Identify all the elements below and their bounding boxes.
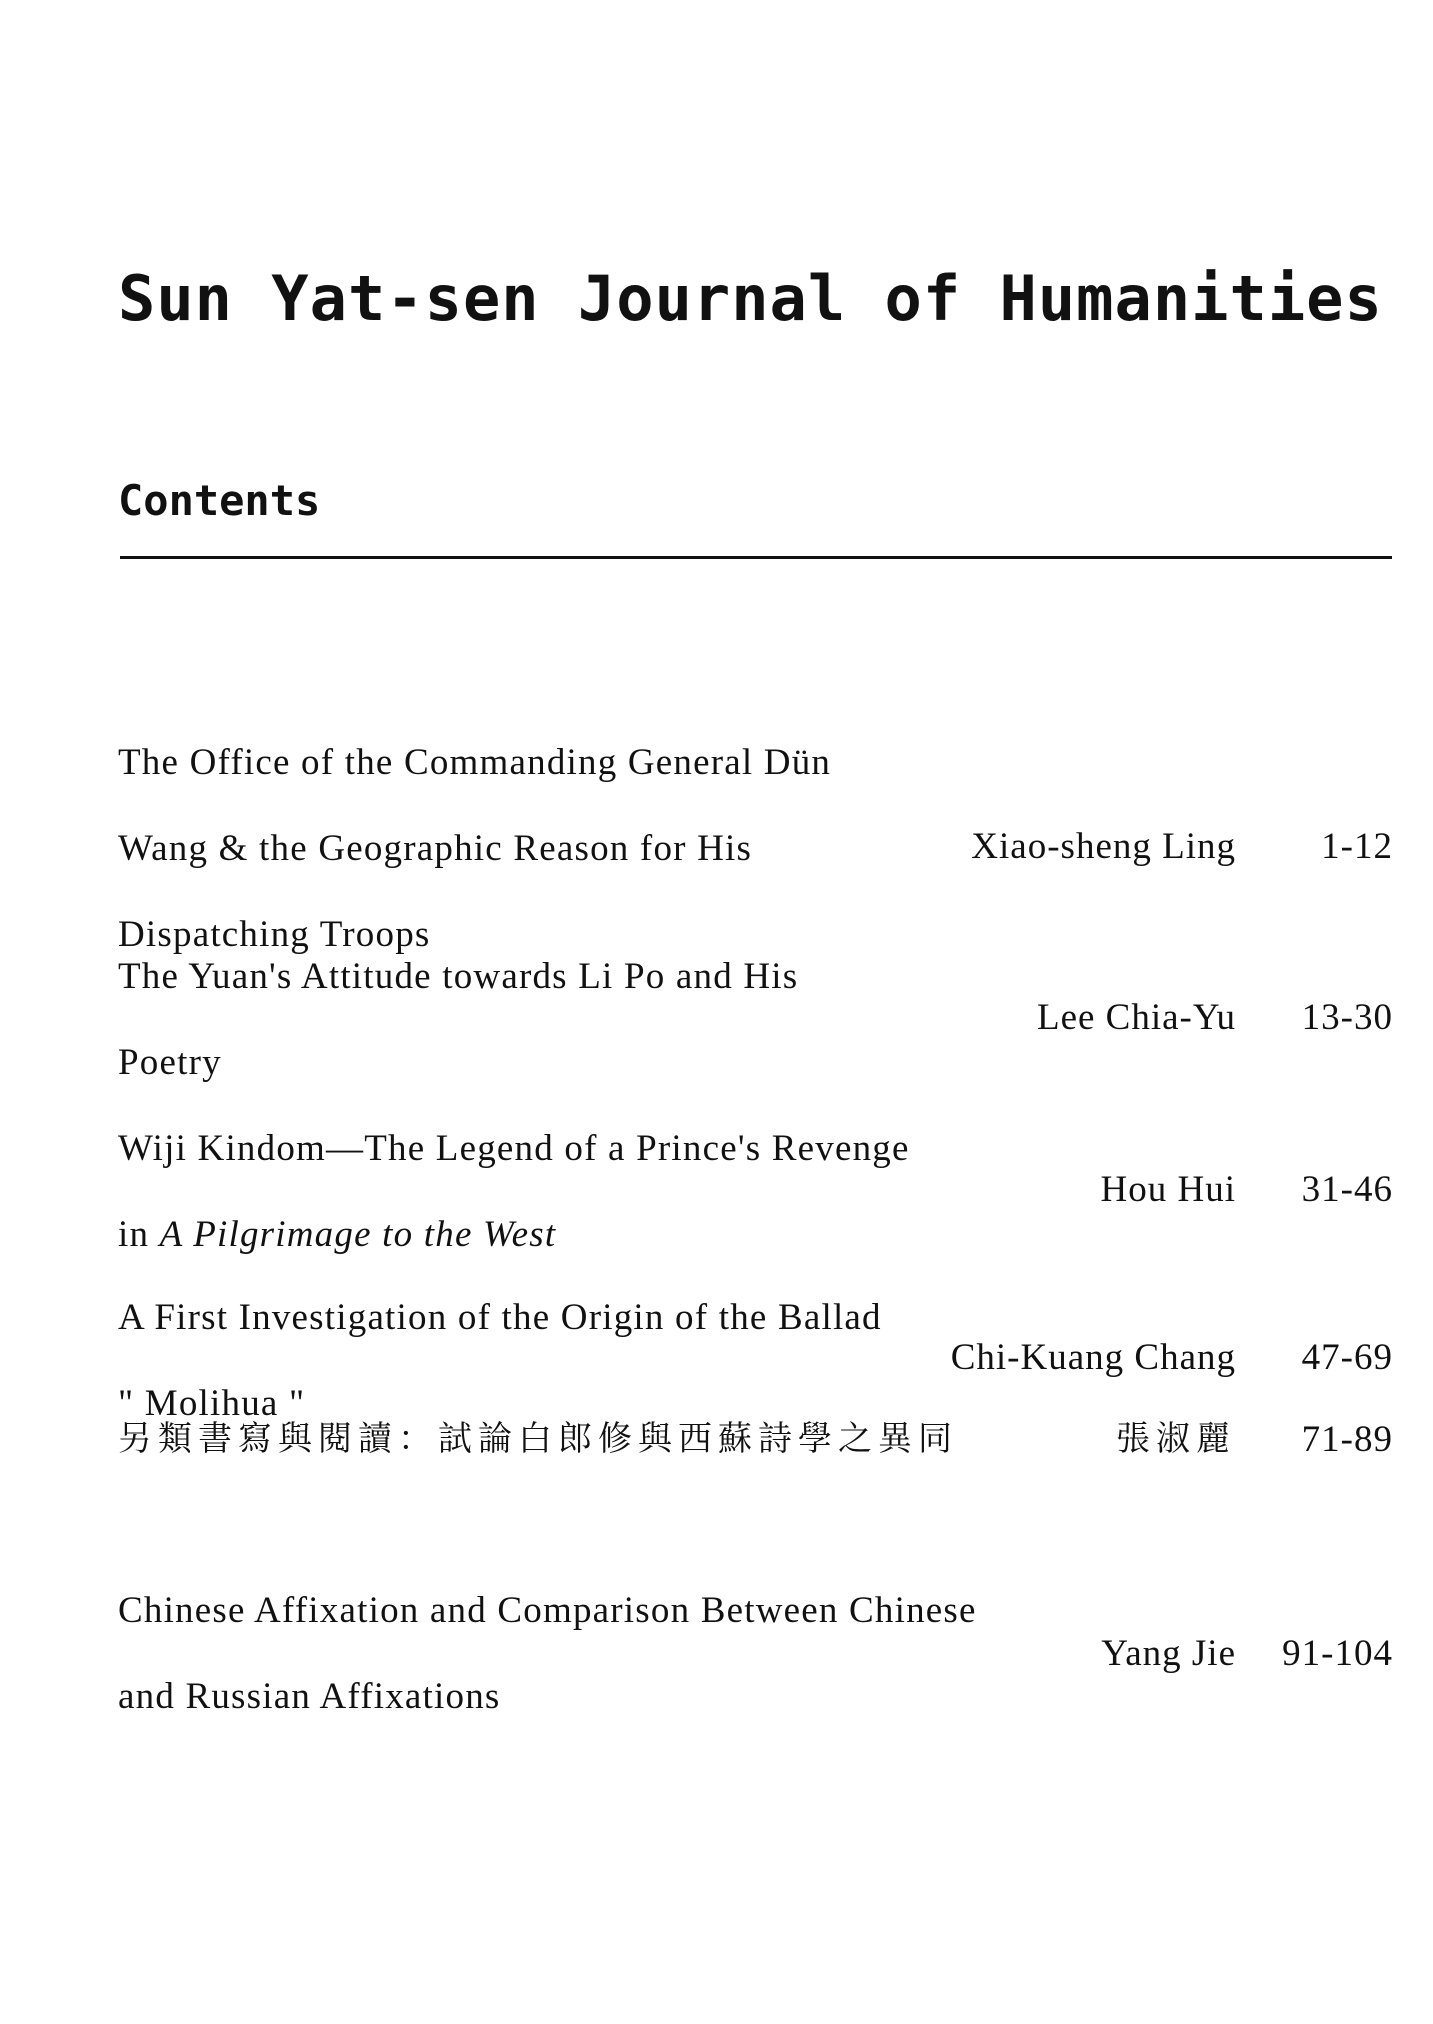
entry-author-3: Hou Hui: [1100, 1169, 1236, 1210]
entry-title-line: A First Investigation of the Origin of the Ballad: [118, 1297, 882, 1338]
divider-rule: [120, 556, 1392, 559]
entry-title-5: 另類書寫與閱讀：試論白郎修與西蘇詩學之異同: [118, 1419, 958, 1459]
entry-pages-6: 91-104: [1282, 1633, 1393, 1674]
entry-author-4: Chi-Kuang Chang: [950, 1337, 1236, 1378]
entry-title-prefix: in: [118, 1214, 160, 1255]
entry-pages-4: 47-69: [1301, 1337, 1393, 1378]
entry-title-line: [118, 1213, 1118, 1256]
entry-title-line: Wiji Kindom—The Legend of a Prince's Revenge: [118, 1128, 910, 1169]
entry-title-line: Poetry: [118, 1042, 222, 1083]
entry-title-6: [118, 1546, 1118, 1761]
entry-title-line: Wang & the Geographic Reason for His: [118, 828, 753, 869]
entry-title-line: Chinese Affixation and Comparison Between Chinese: [118, 1590, 977, 1631]
entry-title-italic: A Pilgrimage to the West: [159, 1214, 557, 1255]
entry-author-5: 張淑麗: [1116, 1419, 1236, 1459]
entry-title-line: Dispatching Troops: [118, 914, 431, 955]
entry-title-line: " Molihua ": [118, 1383, 306, 1424]
entry-author-2: Lee Chia-Yu: [1036, 997, 1236, 1038]
contents-heading: Contents: [118, 476, 321, 525]
entry-title-line: The Office of the Commanding General Dün: [118, 742, 832, 783]
entry-author-6: Yang Jie: [1101, 1633, 1236, 1674]
entry-pages-1: 1-12: [1321, 826, 1393, 867]
entry-title-line: The Yuan's Attitude towards Li Po and His: [118, 956, 799, 997]
entry-pages-5: 71-89: [1301, 1419, 1393, 1460]
entry-pages-2: 13-30: [1301, 997, 1393, 1038]
journal-title: Sun Yat-sen Journal of Humanities: [118, 262, 1383, 335]
entry-title-line: and Russian Affixations: [118, 1676, 501, 1717]
entry-pages-3: 31-46: [1301, 1169, 1393, 1210]
entry-author-1: Xiao-sheng Ling: [971, 826, 1236, 867]
